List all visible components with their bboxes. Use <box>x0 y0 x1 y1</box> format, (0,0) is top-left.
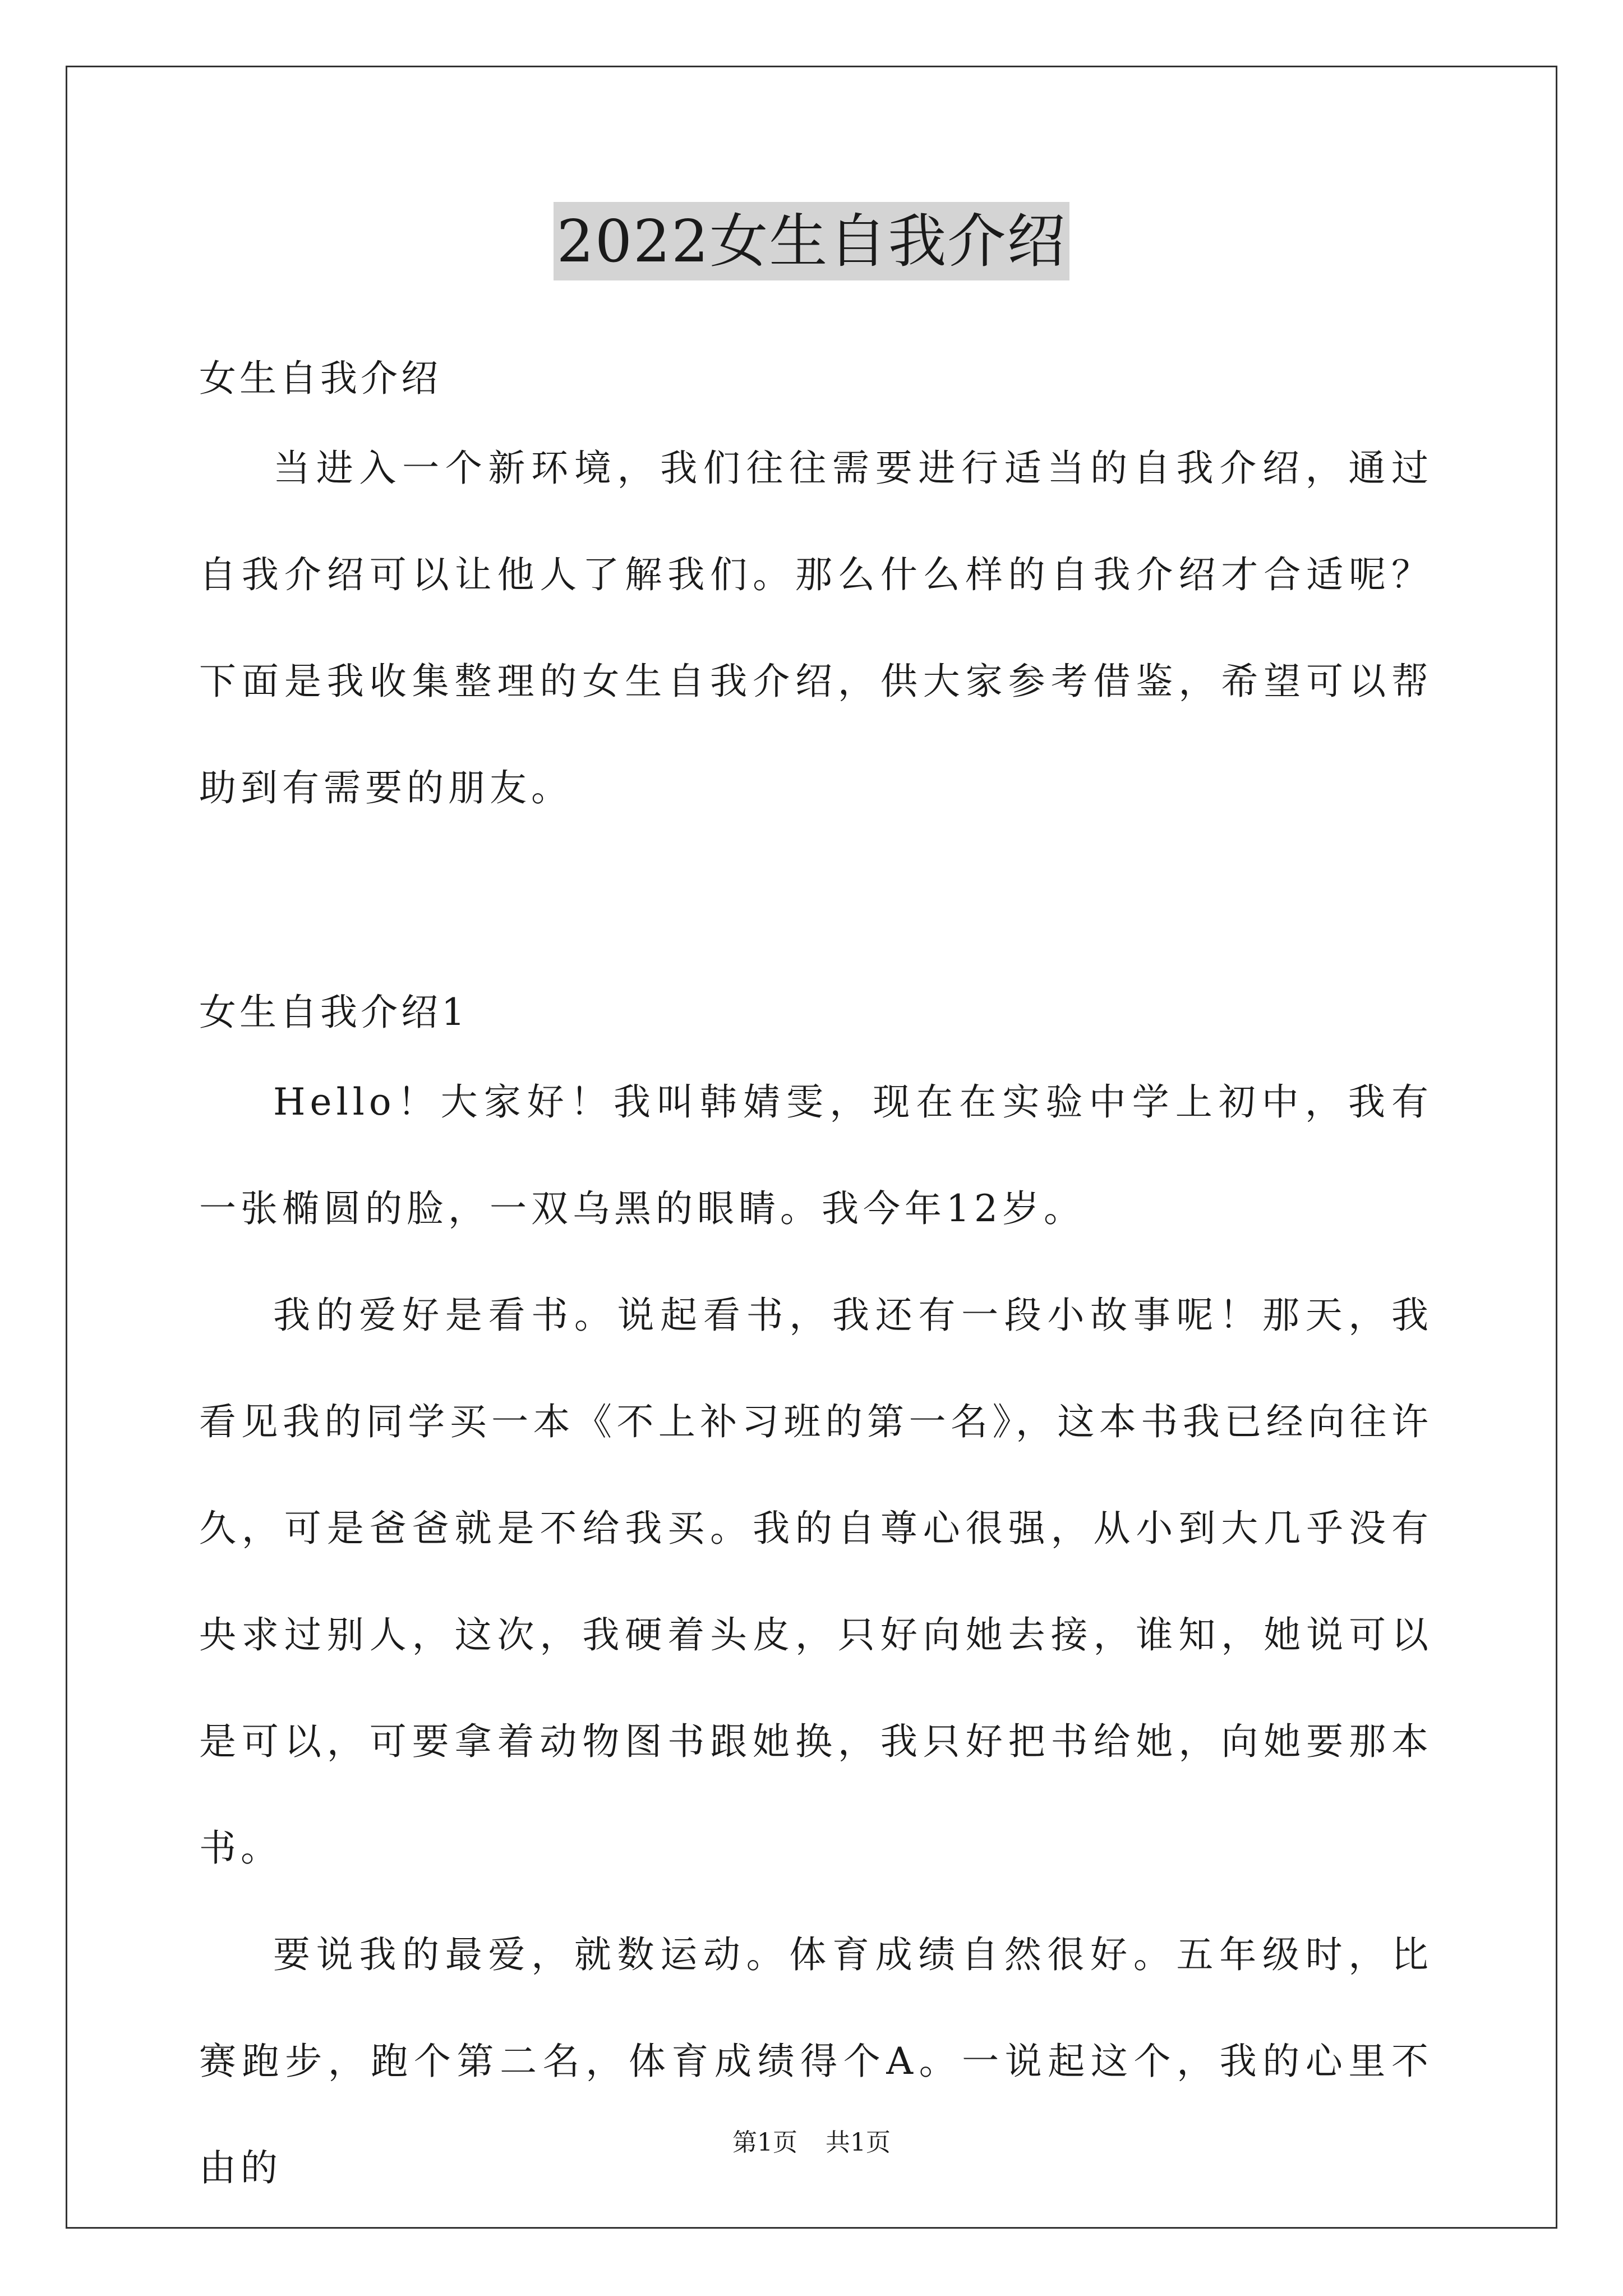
page-number-total: 共1页 <box>826 2128 891 2157</box>
section-heading: 女生自我介绍1 <box>199 991 468 1034</box>
document-title: 2022女生自我介绍 <box>554 202 1070 280</box>
intro-heading: 女生自我介绍 <box>199 357 441 400</box>
body-paragraph-2: 我的爱好是看书。说起看书，我还有一段小故事呢！那天，我看见我的同学买一本《不上补习班的第一名》，这本书我已经向往许久，可是爸爸就是不给我买。我的自尊心很强，从小到大几乎没有央求过别人，这次，我硬着头皮，只好向她去接，谁知，她说可以是可以，可要拿着动物图书跟她换，我只好把书给她，向她要那本书。 <box>199 1294 1433 1870</box>
page-number-current: 第1页 <box>732 2128 797 2157</box>
page-footer <box>0 2126 1623 2160</box>
document-body <box>199 342 1433 2221</box>
intro-paragraph: 当进入一个新环境，我们往往需要进行适当的自我介绍，通过自我介绍可以让他人了解我们。那么什么样的自我介绍才合适呢？下面是我收集整理的女生自我介绍，供大家参考借鉴，希望可以帮助到有需要的朋友。 <box>199 447 1433 809</box>
title-container <box>0 202 1623 280</box>
body-paragraph-1: Hello！大家好！我叫韩婧雯，现在在实验中学上初中，我有一张椭圆的脸，一双乌黑的眼睛。我今年12岁。 <box>199 1080 1433 1230</box>
body-paragraph-3: 要说我的最爱，就数运动。体育成绩自然很好。五年级时，比赛跑步，跑个第二名，体育成绩得个A。一说起这个，我的心里不由的 <box>199 1933 1433 2189</box>
section-spacer <box>199 841 1433 976</box>
